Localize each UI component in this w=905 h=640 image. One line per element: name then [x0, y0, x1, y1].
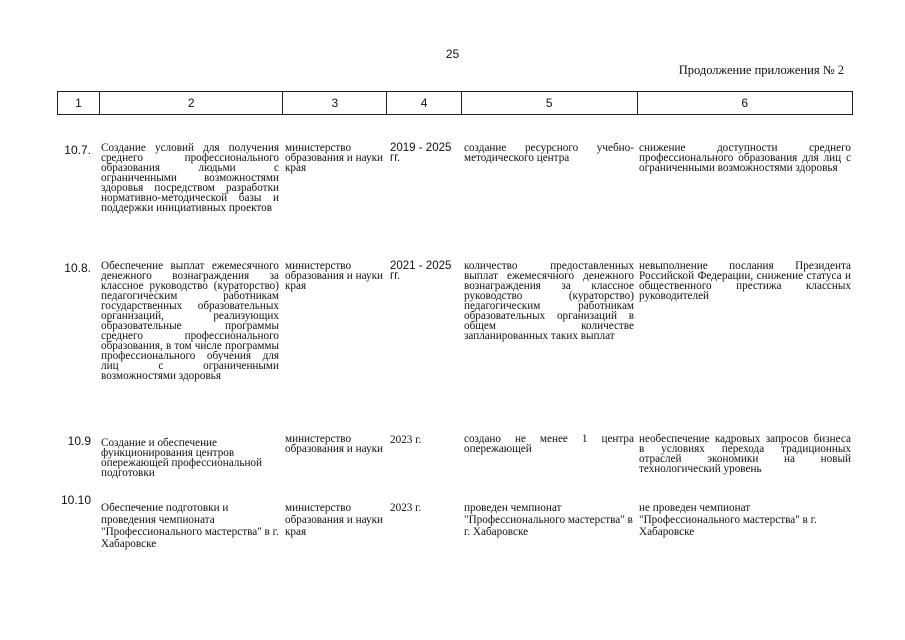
- row-measure: Создание и обеспечение функционирования центров опережающей профессиональной подготовки: [101, 437, 263, 479]
- row-number: 10.7.: [64, 143, 91, 157]
- row-executor: министерство образования и науки: [285, 433, 383, 455]
- appendix-note: Продолжение приложения № 2: [678, 63, 844, 77]
- row-number: 10.10: [60, 493, 91, 507]
- page-number: 25: [445, 47, 460, 61]
- row-consequence: снижение доступности среднего профессионального образования для лиц с ограниченными возможностями здоровья: [639, 142, 851, 174]
- row-number: 10.8.: [64, 261, 91, 275]
- column-header-3: 3: [283, 92, 387, 114]
- row-number: 10.9: [67, 434, 91, 448]
- column-header-5: 5: [462, 92, 638, 114]
- row-executor: министерство образования и науки края: [285, 260, 383, 292]
- row-period: 2023 г.: [390, 502, 422, 514]
- column-header-6: 6: [741, 96, 749, 110]
- row-measure: Создание условий для получения среднего профессионального образования людьми с ограниченными возможностями здоровья посредством разработки нормативно-методической базы и поддержки инициативных проектов: [101, 142, 279, 214]
- row-period: 2023 г.: [390, 434, 422, 446]
- row-result: проведен чемпионат "Профессионального мастерства" в г. Хабаровске: [464, 502, 633, 538]
- row-consequence: не проведен чемпионат "Профессионального мастерства" в г. Хабаровске: [639, 502, 817, 538]
- row-result: создано не менее 1 центра опережающей: [464, 433, 634, 455]
- column-header-2: 2: [100, 92, 284, 114]
- row-measure: Обеспечение подготовки и проведения чемпионата "Профессионального мастерства" в г. Хабаровске: [101, 502, 279, 550]
- row-measure: Обеспечение выплат ежемесячного денежного вознаграждения за классное руководство (кураторство) педагогическим работникам государственных образовательных организаций, реализующих образовательные программы среднего профессионального образования, в том числе программы профессионального обучения для лиц с ограниченными возможностями здоровья: [101, 260, 279, 382]
- row-period: 2019 - 2025 гг.: [390, 142, 452, 164]
- row-executor: министерство образования и науки края: [285, 142, 383, 174]
- row-executor: министерство образования и науки края: [285, 502, 383, 538]
- column-header-4: 4: [387, 92, 462, 114]
- row-result: создание ресурсного учебно-методического центра: [464, 142, 634, 164]
- row-consequence: невыполнение послания Президента Российской Федерации, снижение статуса и общественного престижа классных руководителей: [639, 260, 851, 302]
- row-period: 2021 - 2025 гг.: [390, 260, 452, 282]
- row-consequence: необеспечение кадровых запросов бизнеса в условиях перехода традиционных отраслей экономики на новый технологический уровень: [639, 433, 851, 475]
- column-header-1: 1: [58, 92, 100, 114]
- table-header-row: [57, 91, 853, 115]
- row-result: количество предоставленных выплат ежемесячного денежного вознаграждения за классное руководство (кураторство) педагогическим работникам образовательных организаций в общем количестве запланированных таких выплат: [464, 260, 634, 342]
